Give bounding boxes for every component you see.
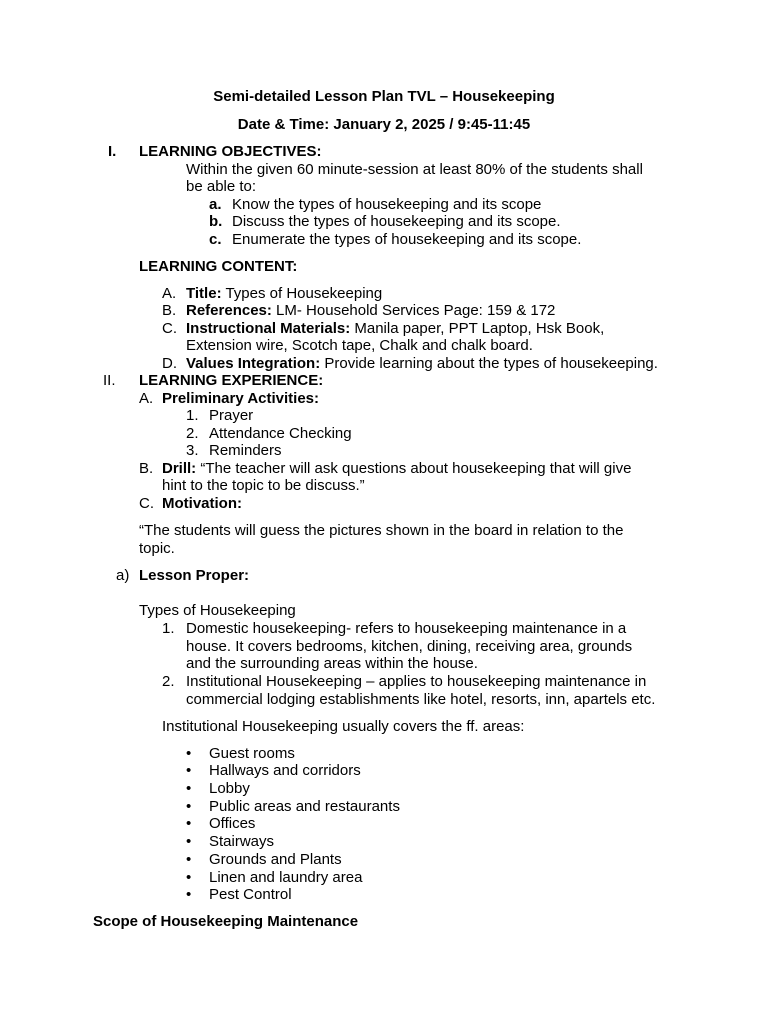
motivation-text: “The students will guess the pictures shown in the board in relation to the — [139, 522, 624, 539]
type-text: Domestic housekeeping- refers to housekeeping maintenance in a — [186, 620, 627, 637]
area-item: Lobby — [209, 780, 250, 797]
motivation-text-cont: topic. — [139, 540, 175, 557]
prelim-item: Prayer — [209, 407, 254, 424]
drill-text-cont: hint to the topic to be discuss.” — [162, 477, 365, 494]
bullet-icon: • — [186, 886, 192, 903]
prelim-marker: 3. — [186, 442, 199, 459]
covers-text: Institutional Housekeeping usually covers the ff. areas: — [162, 718, 525, 735]
prelim-item: Attendance Checking — [209, 425, 352, 442]
area-item: Pest Control — [209, 886, 292, 903]
bullet-icon: • — [186, 745, 192, 762]
document-title: Semi-detailed Lesson Plan TVL – Housekeeping — [213, 88, 555, 105]
content-item — [186, 355, 658, 373]
content-item-value: Provide learning about the types of housekeeping. — [320, 355, 658, 372]
bullet-icon: • — [186, 851, 192, 868]
activity-label: Drill: — [162, 460, 197, 477]
content-item-key: Instructional Materials: — [186, 320, 351, 337]
type-text: house. It covers bedrooms, kitchen, dining, receiving area, grounds — [186, 638, 633, 655]
content-marker: C. — [162, 320, 177, 337]
type-marker: 1. — [162, 620, 175, 637]
area-item: Guest rooms — [209, 745, 295, 762]
section-number: I. — [108, 143, 117, 160]
content-item-cont: Extension wire, Scotch tape, Chalk and chalk board. — [186, 337, 533, 354]
drill-line — [162, 460, 631, 478]
bullet-icon: • — [186, 798, 192, 815]
content-item — [186, 285, 382, 303]
content-item-key: Title: — [186, 285, 222, 302]
objective-marker: a. — [209, 196, 222, 213]
prelim-marker: 2. — [186, 425, 199, 442]
area-item: Grounds and Plants — [209, 851, 342, 868]
drill-text: “The teacher will ask questions about housekeeping that will give — [196, 460, 632, 477]
objective-text: Discuss the types of housekeeping and its scope. — [232, 213, 561, 230]
content-item-value: Manila paper, PPT Laptop, Hsk Book, — [350, 320, 605, 337]
content-item-key: References: — [186, 302, 272, 319]
date-time: Date & Time: January 2, 2025 / 9:45-11:45 — [237, 116, 531, 133]
objectives-intro: Within the given 60 minute-session at least 80% of the students shall — [186, 161, 643, 178]
area-item: Offices — [209, 815, 256, 832]
content-heading: LEARNING CONTENT: — [139, 258, 298, 275]
objective-text: Know the types of housekeeping and its scope — [232, 196, 542, 213]
type-text: commercial lodging establishments like hotel, resorts, inn, apartels etc. — [186, 691, 656, 708]
area-item: Public areas and restaurants — [209, 798, 400, 815]
bullet-icon: • — [186, 780, 192, 797]
bullet-icon: • — [186, 815, 192, 832]
lesson-label: Lesson Proper: — [139, 567, 250, 584]
bullet-icon: • — [186, 869, 192, 886]
area-item: Hallways and corridors — [209, 762, 361, 779]
area-item: Linen and laundry area — [209, 869, 363, 886]
area-item: Stairways — [209, 833, 275, 850]
lesson-marker: a) — [116, 567, 130, 584]
type-text: Institutional Housekeeping – applies to housekeeping maintenance in — [186, 673, 647, 690]
activity-marker: A. — [139, 390, 154, 407]
content-marker: B. — [162, 302, 177, 319]
prelim-marker: 1. — [186, 407, 199, 424]
types-heading: Types of Housekeeping — [139, 602, 296, 619]
section-heading: LEARNING OBJECTIVES: — [139, 143, 322, 160]
content-marker: D. — [162, 355, 177, 372]
content-item-value: LM- Household Services Page: 159 & 172 — [271, 302, 556, 319]
content-item-key: Values Integration: — [186, 355, 321, 372]
content-item — [186, 302, 555, 320]
content-marker: A. — [162, 285, 177, 302]
objective-marker: b. — [209, 213, 223, 230]
scope-heading: Scope of Housekeeping Maintenance — [93, 913, 359, 930]
objectives-intro-cont: be able to: — [186, 178, 257, 195]
objective-text: Enumerate the types of housekeeping and its scope. — [232, 231, 582, 248]
section-number: II. — [103, 372, 116, 389]
section-heading: LEARNING EXPERIENCE: — [139, 372, 324, 389]
type-text: and the surrounding areas within the house. — [186, 655, 478, 672]
content-item — [186, 320, 604, 338]
type-marker: 2. — [162, 673, 175, 690]
bullet-icon: • — [186, 762, 192, 779]
activity-label: Motivation: — [162, 495, 242, 512]
bullet-icon: • — [186, 833, 192, 850]
activity-marker: C. — [139, 495, 154, 512]
objective-marker: c. — [209, 231, 222, 248]
activity-marker: B. — [139, 460, 154, 477]
prelim-item: Reminders — [209, 442, 282, 459]
activity-label: Preliminary Activities: — [162, 390, 320, 407]
content-item-value: Types of Housekeeping — [221, 285, 383, 302]
